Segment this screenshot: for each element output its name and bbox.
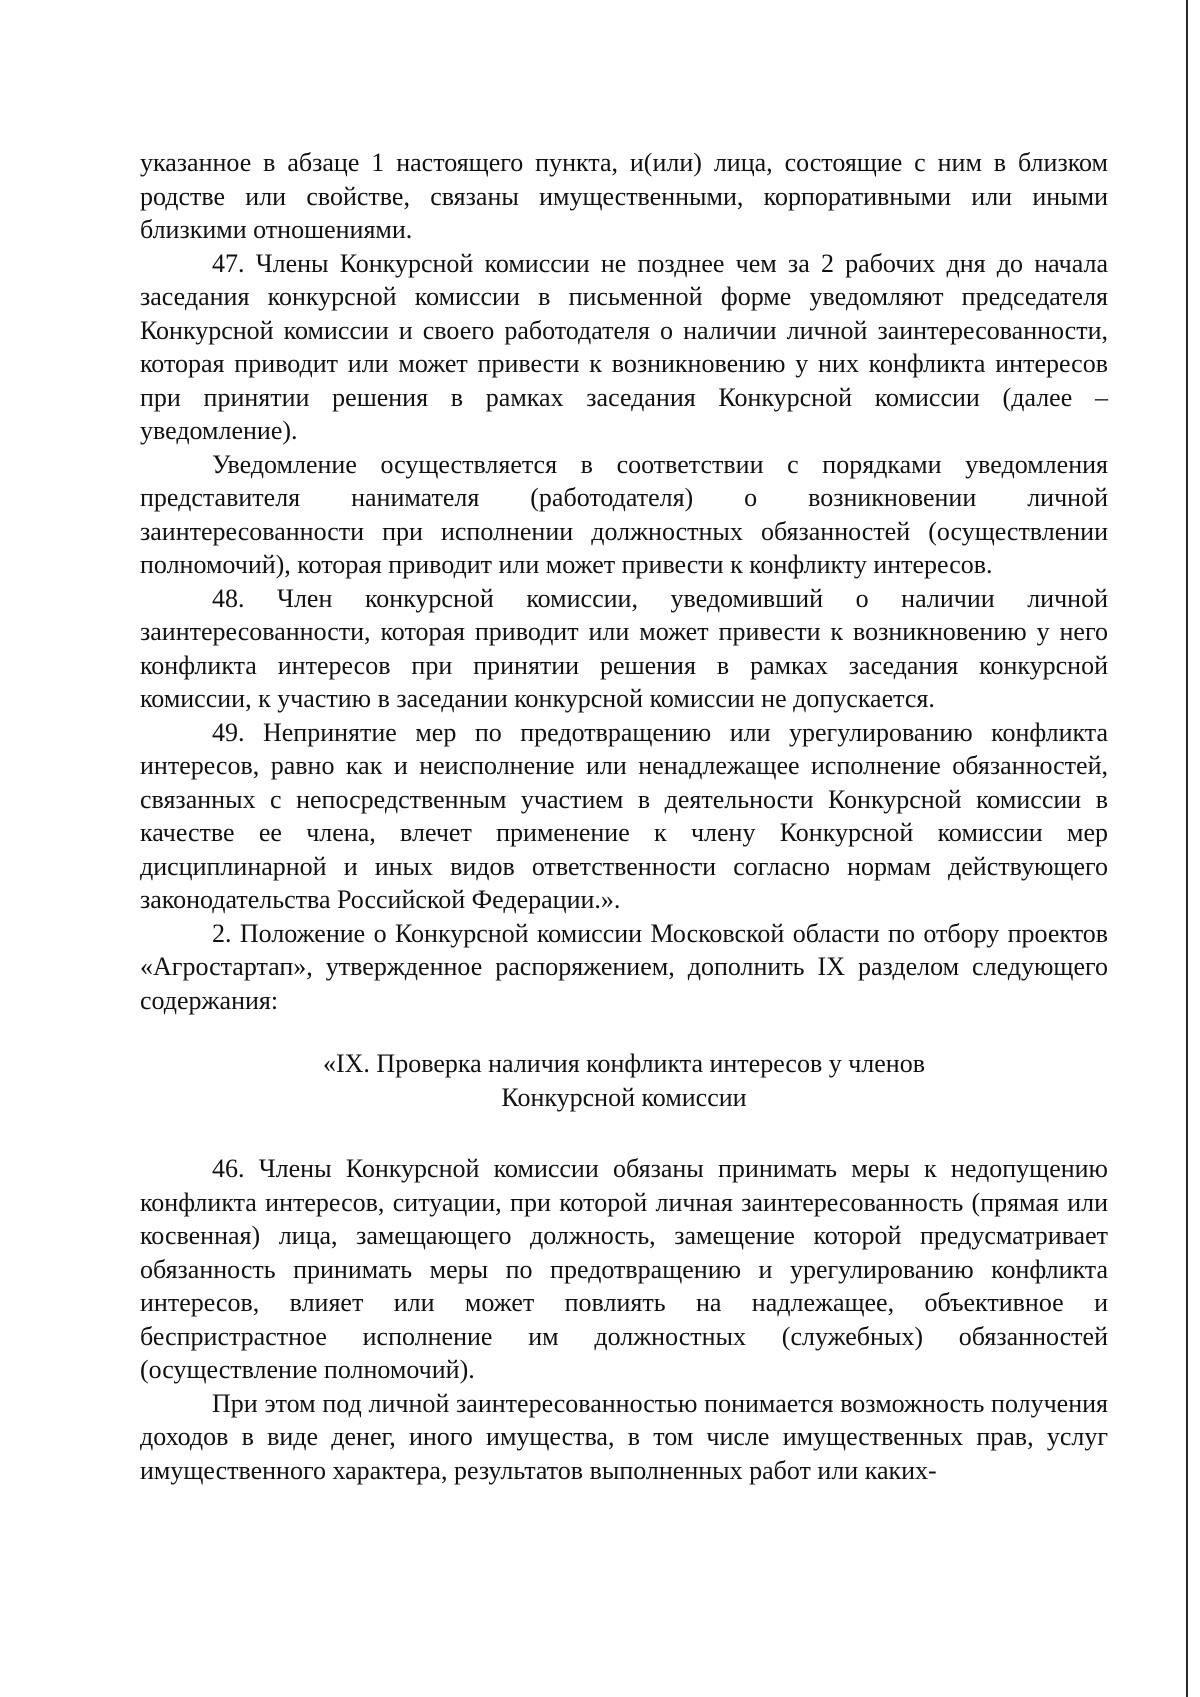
paragraph-item-2: 2. Положение о Конкурсной комиссии Московской области по отбору проектов «Агростартап», утвержденное распоряжением, дополнить IX разделом следующего содержания: [140, 918, 1108, 1015]
paragraph-notification: Уведомление осуществляется в соответствии с порядками уведомления представителя нанимателя (работодателя) о возникновении личной заинтересованности при исполнении должностных обязанностей (осуществлении полномочий), которая приводит или может привести к конфликту интересов. [140, 449, 1108, 579]
paragraph-personal-interest: При этом под личной заинтересованностью понимается возможность получения доходов в виде денег, иного имущества, в том числе имущественных прав, услуг имущественного характера, результатов выполненных работ или каких- [140, 1388, 1108, 1485]
page-edge-line [1186, 0, 1188, 1697]
section-heading-line-1: «IX. Проверка наличия конфликта интересов у членов [322, 1049, 925, 1078]
section-heading-line-2: Конкурсной комиссии [501, 1082, 747, 1112]
section-heading [140, 1047, 1108, 1114]
paragraph-continuation: указанное в абзаце 1 настоящего пункта, и(или) лица, состоящие с ним в близком родстве или свойстве, связаны имущественными, корпоративными или иными близкими отношениями. [140, 148, 1108, 244]
document-body [140, 146, 1108, 1487]
paragraph-46: 46. Члены Конкурсной комиссии обязаны принимать меры к недопущению конфликта интересов, ситуации, при которой личная заинтересованность (прямая или косвенная) лица, замещающего должность, замещение которой предусматривает обязанность принимать меры по предотвращению и урегулированию конфликта интересов, влияет или может повлиять на надлежащее, объективное и беспристрастное исполнение им должностных (служебных) обязанностей (осуществление полномочий). [140, 1154, 1108, 1384]
paragraph-48: 48. Член конкурсной комиссии, уведомивший о наличии личной заинтересованности, которая приводит или может привести к возникновению у него конфликта интересов при принятии решения в рамках заседания конкурсной комиссии, к участию в заседании конкурсной комиссии не допускается. [140, 583, 1108, 713]
paragraph-47: 47. Члены Конкурсной комиссии не позднее чем за 2 рабочих дня до начала заседания конкурсной комиссии в письменной форме уведомляют председателя Конкурсной комиссии и своего работодателя о наличии личной заинтересованности, которая приводит или может привести к возникновению у них конфликта интересов при принятии решения в рамках заседания Конкурсной комиссии (далее – уведомление). [140, 248, 1108, 445]
paragraph-49: 49. Непринятие мер по предотвращению или урегулированию конфликта интересов, равно как и неисполнение или ненадлежащее исполнение обязанностей, связанных с непосредственным участием в деятельности Конкурсной комиссии в качестве ее члена, влечет применение к члену Конкурсной комиссии мер дисциплинарной и иных видов ответственности согласно нормам действующего законодательства Российской Федерации.». [140, 717, 1108, 914]
